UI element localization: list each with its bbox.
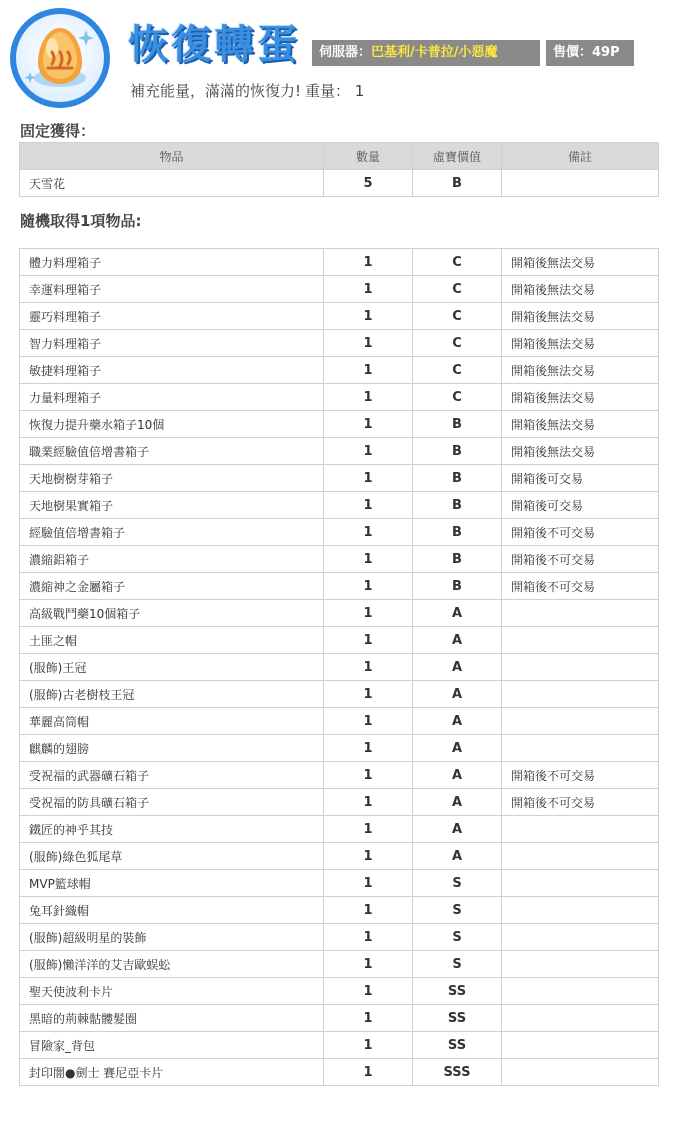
- item-name: 經驗值倍增書箱子: [20, 519, 324, 546]
- table-row: [20, 951, 659, 978]
- item-quantity: 1: [324, 1059, 413, 1086]
- item-name: 高級戰鬥藥10個箱子: [20, 600, 324, 627]
- item-note: [502, 735, 659, 762]
- table-row: [20, 789, 659, 816]
- item-quantity: 1: [324, 924, 413, 951]
- table-row: [20, 1032, 659, 1059]
- item-note: 開箱後無法交易: [502, 357, 659, 384]
- table-row: [20, 897, 659, 924]
- item-value: B: [413, 573, 502, 600]
- item-name: 天雪花: [20, 170, 324, 197]
- item-value: SS: [413, 978, 502, 1005]
- table-row: [20, 708, 659, 735]
- table-row: [20, 411, 659, 438]
- item-name: 黑暗的荊棘骷髏髮圈: [20, 1005, 324, 1032]
- item-quantity: 1: [324, 465, 413, 492]
- random-section-title: 隨機取得1項物品:: [20, 212, 142, 230]
- item-name: 華麗高筒帽: [20, 708, 324, 735]
- item-note: 開箱後無法交易: [502, 438, 659, 465]
- item-value: C: [413, 384, 502, 411]
- item-quantity: 1: [324, 600, 413, 627]
- description-text: 補充能量，滿滿的恢復力!: [130, 82, 302, 100]
- item-value: S: [413, 951, 502, 978]
- item-value: SS: [413, 1032, 502, 1059]
- item-value: C: [413, 357, 502, 384]
- item-note: [502, 870, 659, 897]
- item-name: 濃縮鋁箱子: [20, 546, 324, 573]
- table-row: [20, 519, 659, 546]
- item-quantity: 1: [324, 897, 413, 924]
- column-header-quantity: 數量: [324, 143, 413, 170]
- item-quantity: 1: [324, 951, 413, 978]
- item-value: A: [413, 681, 502, 708]
- item-name: 幸運料理箱子: [20, 276, 324, 303]
- item-value: C: [413, 330, 502, 357]
- item-value: A: [413, 816, 502, 843]
- item-quantity: 1: [324, 627, 413, 654]
- item-name: 聖天使波利卡片: [20, 978, 324, 1005]
- item-value: B: [413, 519, 502, 546]
- item-note: [502, 654, 659, 681]
- table-header-row: [20, 143, 659, 170]
- table-row: [20, 465, 659, 492]
- item-note: 開箱後無法交易: [502, 330, 659, 357]
- item-name: 濃縮神之金屬箱子: [20, 573, 324, 600]
- table-row: [20, 843, 659, 870]
- item-note: 開箱後不可交易: [502, 519, 659, 546]
- item-name: 土匪之帽: [20, 627, 324, 654]
- item-note: 開箱後不可交易: [502, 573, 659, 600]
- item-name: 冒險家_背包: [20, 1032, 324, 1059]
- table-row: [20, 438, 659, 465]
- gacha-egg-icon: [10, 8, 110, 108]
- item-value: C: [413, 249, 502, 276]
- item-note: 開箱後無法交易: [502, 411, 659, 438]
- item-note: [502, 924, 659, 951]
- item-name: 鐵匠的神乎其技: [20, 816, 324, 843]
- item-note: [502, 816, 659, 843]
- item-quantity: 1: [324, 843, 413, 870]
- page-title: 恢復轉蛋: [128, 22, 300, 68]
- item-note: 開箱後不可交易: [502, 762, 659, 789]
- item-name: 兔耳針織帽: [20, 897, 324, 924]
- item-name: 靈巧料理箱子: [20, 303, 324, 330]
- table-row: [20, 573, 659, 600]
- price-label: 售價：: [553, 45, 593, 60]
- item-note: [502, 600, 659, 627]
- column-header-value: 虛寶價值: [413, 143, 502, 170]
- item-value: A: [413, 735, 502, 762]
- item-name: 封印闇●劍士 賽尼亞卡片: [20, 1059, 324, 1086]
- column-header-item: 物品: [20, 143, 324, 170]
- item-quantity: 1: [324, 546, 413, 573]
- item-note: [502, 708, 659, 735]
- table-row: [20, 654, 659, 681]
- table-row: [20, 978, 659, 1005]
- item-quantity: 1: [324, 1032, 413, 1059]
- item-value: A: [413, 789, 502, 816]
- item-quantity: 1: [324, 384, 413, 411]
- item-quantity: 1: [324, 762, 413, 789]
- header: [0, 0, 678, 118]
- item-value: C: [413, 276, 502, 303]
- item-note: [502, 627, 659, 654]
- table-row: [20, 600, 659, 627]
- item-value: SSS: [413, 1059, 502, 1086]
- item-name: 體力料理箱子: [20, 249, 324, 276]
- item-quantity: 1: [324, 816, 413, 843]
- item-quantity: 1: [324, 357, 413, 384]
- table-row: [20, 1059, 659, 1086]
- item-value: A: [413, 762, 502, 789]
- item-name: 智力料理箱子: [20, 330, 324, 357]
- item-name: 力量料理箱子: [20, 384, 324, 411]
- item-quantity: 1: [324, 708, 413, 735]
- egg-icon-background: [16, 14, 104, 102]
- item-quantity: 1: [324, 303, 413, 330]
- item-note: [502, 1005, 659, 1032]
- weight-text: 重量： 1: [305, 82, 365, 100]
- price-badge: [546, 40, 634, 66]
- item-value: S: [413, 897, 502, 924]
- item-quantity: 1: [324, 735, 413, 762]
- item-name: 敏捷料理箱子: [20, 357, 324, 384]
- item-quantity: 1: [324, 492, 413, 519]
- item-value: A: [413, 600, 502, 627]
- item-quantity: 1: [324, 330, 413, 357]
- item-note: [502, 951, 659, 978]
- item-name: (服飾)王冠: [20, 654, 324, 681]
- column-header-note: 備註: [502, 143, 659, 170]
- egg-icon: [16, 14, 104, 102]
- table-row: [20, 170, 659, 197]
- item-name: 受祝福的防具礦石箱子: [20, 789, 324, 816]
- table-row: [20, 330, 659, 357]
- item-note: 開箱後可交易: [502, 465, 659, 492]
- item-note: 開箱後無法交易: [502, 249, 659, 276]
- random-items-body: [20, 249, 659, 1086]
- item-quantity: 1: [324, 789, 413, 816]
- item-name: 受祝福的武器礦石箱子: [20, 762, 324, 789]
- item-value: B: [413, 546, 502, 573]
- item-quantity: 1: [324, 681, 413, 708]
- item-note: 開箱後無法交易: [502, 276, 659, 303]
- item-note: 開箱後不可交易: [502, 546, 659, 573]
- item-note: 開箱後可交易: [502, 492, 659, 519]
- item-name: (服飾)古老樹枝王冠: [20, 681, 324, 708]
- item-value: A: [413, 708, 502, 735]
- table-row: [20, 816, 659, 843]
- table-row: [20, 546, 659, 573]
- item-name: 天地樹果實箱子: [20, 492, 324, 519]
- item-value: SS: [413, 1005, 502, 1032]
- table-row: [20, 357, 659, 384]
- item-quantity: 1: [324, 654, 413, 681]
- item-value: C: [413, 303, 502, 330]
- item-value: B: [413, 465, 502, 492]
- item-name: (服飾)綠色狐尾草: [20, 843, 324, 870]
- table-row: [20, 870, 659, 897]
- server-label: 伺服器：: [319, 45, 372, 60]
- item-name: 天地樹樹芽箱子: [20, 465, 324, 492]
- table-row: [20, 681, 659, 708]
- item-note: 開箱後不可交易: [502, 789, 659, 816]
- item-value: B: [413, 170, 502, 197]
- item-quantity: 1: [324, 519, 413, 546]
- item-note: [502, 1059, 659, 1086]
- table-row: [20, 249, 659, 276]
- item-quantity: 1: [324, 1005, 413, 1032]
- item-name: (服飾)懶洋洋的艾吉歐蜈蚣: [20, 951, 324, 978]
- table-row: [20, 1005, 659, 1032]
- item-name: 恢復力提升藥水箱子10個: [20, 411, 324, 438]
- table-row: [20, 303, 659, 330]
- item-note: [502, 978, 659, 1005]
- item-description: [130, 80, 364, 101]
- table-row: [20, 924, 659, 951]
- table-row: [20, 492, 659, 519]
- item-name: MVP籃球帽: [20, 870, 324, 897]
- item-note: [502, 843, 659, 870]
- table-row: [20, 384, 659, 411]
- item-quantity: 1: [324, 438, 413, 465]
- item-note: [502, 897, 659, 924]
- server-badge: [312, 40, 540, 66]
- item-quantity: 1: [324, 573, 413, 600]
- item-quantity: 1: [324, 870, 413, 897]
- table-row: [20, 762, 659, 789]
- item-value: B: [413, 438, 502, 465]
- item-value: A: [413, 843, 502, 870]
- item-value: S: [413, 924, 502, 951]
- item-name: 麒麟的翅膀: [20, 735, 324, 762]
- server-value: 巴基利/卡普拉/小惡魔: [371, 45, 498, 60]
- item-note: 開箱後無法交易: [502, 303, 659, 330]
- item-note: [502, 1032, 659, 1059]
- fixed-items-table: [19, 142, 659, 197]
- item-value: B: [413, 492, 502, 519]
- item-value: A: [413, 654, 502, 681]
- item-note: 開箱後無法交易: [502, 384, 659, 411]
- item-value: S: [413, 870, 502, 897]
- price-value: 49P: [592, 45, 620, 60]
- item-name: 職業經驗值倍增書箱子: [20, 438, 324, 465]
- item-quantity: 1: [324, 978, 413, 1005]
- item-quantity: 1: [324, 411, 413, 438]
- item-note: [502, 170, 659, 197]
- item-quantity: 5: [324, 170, 413, 197]
- table-row: [20, 276, 659, 303]
- item-note: [502, 681, 659, 708]
- item-quantity: 1: [324, 249, 413, 276]
- table-row: [20, 627, 659, 654]
- item-value: A: [413, 627, 502, 654]
- item-quantity: 1: [324, 276, 413, 303]
- item-value: B: [413, 411, 502, 438]
- table-row: [20, 735, 659, 762]
- fixed-section-title: 固定獲得：: [20, 122, 96, 140]
- random-items-table: [19, 248, 659, 1086]
- item-name: (服飾)超級明星的裝飾: [20, 924, 324, 951]
